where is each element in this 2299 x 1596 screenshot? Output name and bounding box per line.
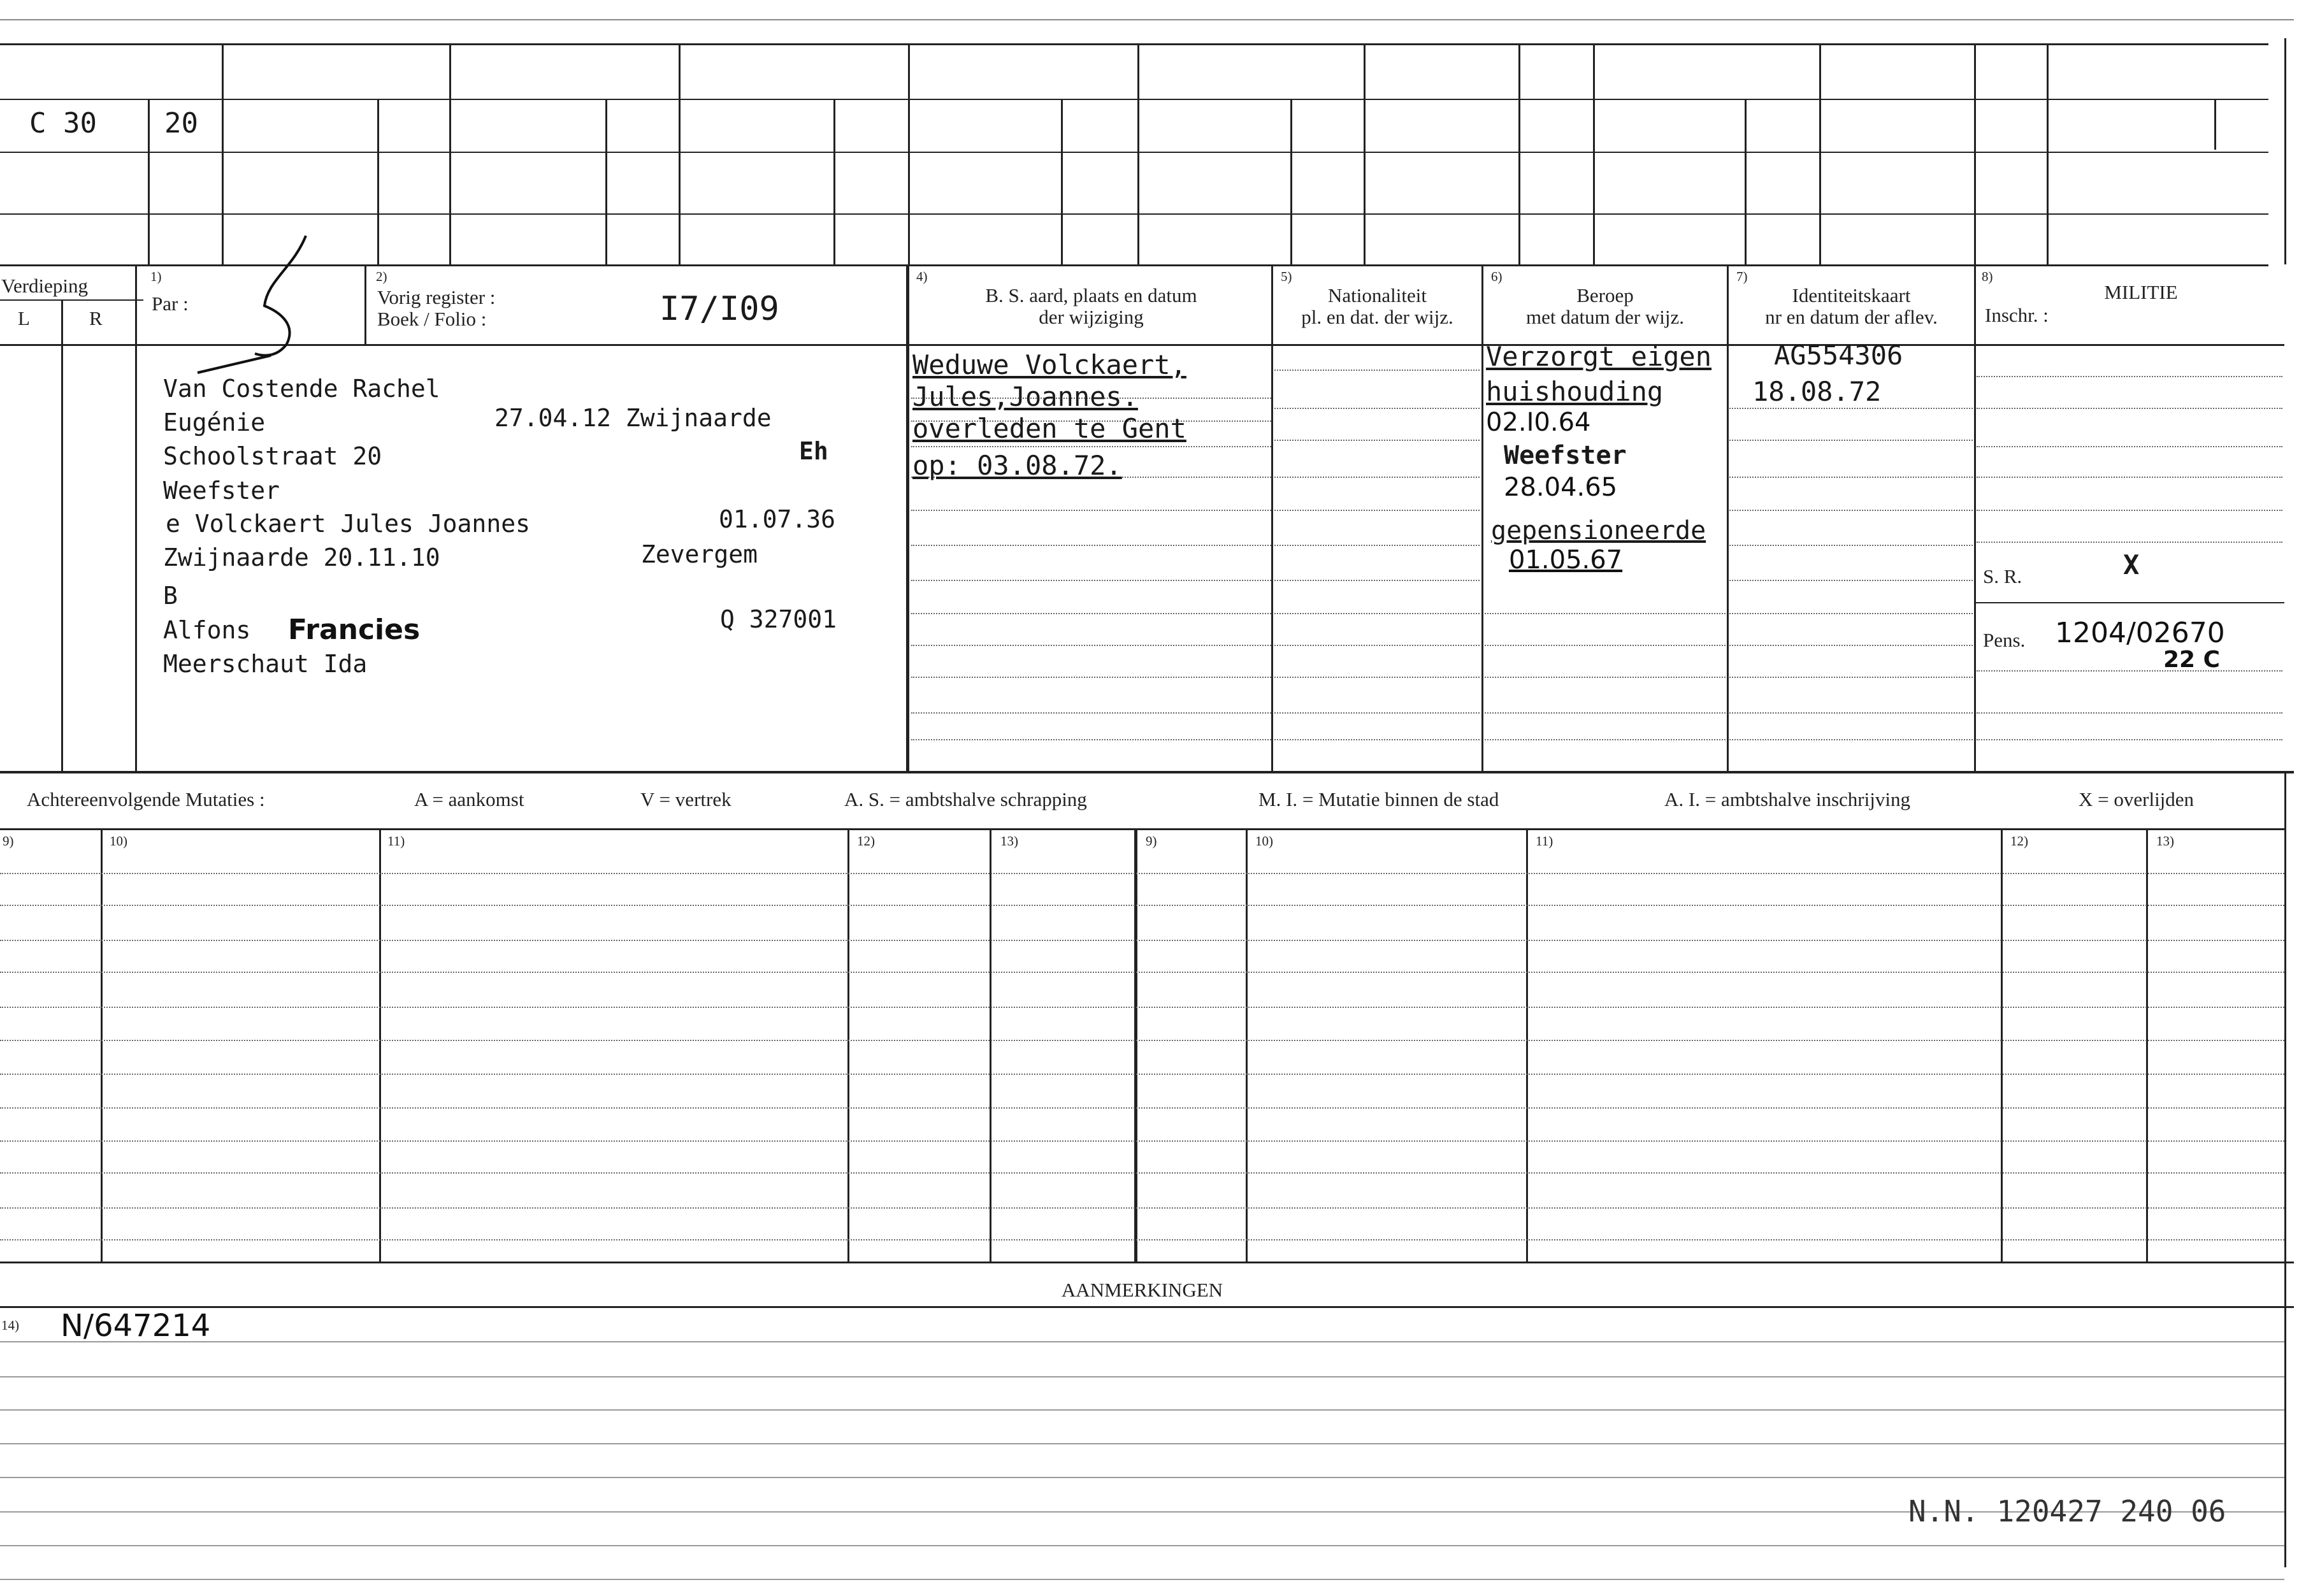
vorig-num: 2) [376, 269, 387, 284]
pens-extra: 22 C [2163, 647, 2221, 673]
nat-line1: Nationaliteit [1328, 284, 1427, 306]
beroep-num: 6) [1491, 269, 1503, 284]
person-birth: 27.04.12 Zwijnaarde [494, 404, 772, 432]
beroep-entry: Weefster [1504, 441, 1627, 470]
person-eh: Eh [799, 437, 828, 465]
person-occupation: Weefster [163, 477, 280, 505]
col-12: 12) [857, 833, 875, 849]
marriage-date: 01.07.36 [719, 505, 836, 533]
father-surname: Francies [288, 614, 421, 646]
col-12b: 12) [2010, 833, 2028, 849]
id-date: 18.08.72 [1752, 376, 1882, 407]
nn-number: N.N. 120427 240 06 [1908, 1494, 2226, 1528]
beroep-entry: Verzorgt eigen [1486, 341, 1712, 372]
nat-line2: pl. en dat. der wijz. [1301, 306, 1453, 328]
col-13: 13) [1000, 833, 1018, 849]
militie-num: 8) [1982, 269, 1993, 284]
par-handwritten-mark [191, 229, 319, 389]
bs-line1: B. S. aard, plaats en datum [985, 284, 1197, 306]
beroep-entry: gepensioneerde [1491, 516, 1706, 545]
identiteit-num: 7) [1736, 269, 1748, 284]
vorig-line1: Vorig register : [377, 286, 496, 308]
verdieping-label: Verdieping [1, 275, 89, 297]
par-label: Par : [152, 292, 189, 315]
beroep-line1: Beroep [1576, 284, 1634, 306]
legend-item: A = aankomst [414, 788, 524, 810]
col-9b: 9) [1146, 833, 1157, 849]
pens-value: 1204/02670 [2055, 617, 2225, 649]
bs-entry: Jules,Joannes. [912, 381, 1139, 412]
nat-num: 5) [1281, 269, 1292, 284]
q-number: Q 327001 [720, 605, 837, 633]
bs-entry: overleden te Gent [912, 413, 1186, 444]
beroep-entry: huishouding [1486, 376, 1664, 407]
legend-item: V = vertrek [640, 788, 732, 810]
col-11: 11) [387, 833, 405, 849]
verdieping-l: L [18, 307, 30, 329]
col-10b: 10) [1255, 833, 1273, 849]
mutaties-title: Achtereenvolgende Mutaties : [27, 788, 265, 810]
id-number: AG554306 [1774, 340, 1903, 371]
legend-item: A. S. = ambtshalve schrapping [844, 788, 1087, 810]
bs-line2: der wijziging [1039, 306, 1144, 328]
beroep-entry: 28.04.65 [1504, 473, 1618, 502]
legend-item: M. I. = Mutatie binnen de stad [1258, 788, 1499, 810]
bs-entry: Weduwe Volckaert, [912, 349, 1186, 380]
person-spouse: e Volckaert Jules Joannes [166, 510, 530, 538]
legend-item: X = overlijden [2079, 788, 2194, 810]
identiteit-line2: nr en datum der aflev. [1765, 306, 1938, 328]
mother-name: Meerschaut Ida [163, 650, 368, 678]
sr-value: X [2123, 549, 2140, 580]
col-9: 9) [3, 833, 14, 849]
sr-label: S. R. [1983, 565, 2022, 587]
person-b: B [163, 582, 178, 610]
person-name: Van Costende Rachel [163, 375, 440, 403]
militie-title: MILITIE [2104, 281, 2178, 303]
beroep-line2: met datum der wijz. [1526, 306, 1684, 328]
bs-entry: op: 03.08.72. [912, 450, 1122, 481]
col-10: 10) [110, 833, 127, 849]
legend-item: A. I. = ambtshalve inschrijving [1664, 788, 1910, 810]
vorig-line2: Boek / Folio : [377, 308, 487, 330]
person-firstname: Eugénie [163, 408, 266, 436]
aanmerkingen-title: AANMERKINGEN [1061, 1279, 1223, 1301]
spouse-birth: Zwijnaarde 20.11.10 [163, 543, 440, 572]
person-address: Schoolstraat 20 [163, 442, 382, 470]
father-name: Alfons [163, 616, 251, 644]
bs-num: 4) [916, 269, 928, 284]
beroep-entry: 02.I0.64 [1486, 408, 1591, 437]
aanmerkingen-value: N/647214 [61, 1308, 211, 1344]
par-num: 1) [150, 269, 162, 284]
register-number: 20 [164, 107, 198, 140]
identiteit-line1: Identiteitskaart [1792, 284, 1911, 306]
militie-inschr-label: Inschr. : [1985, 304, 2049, 326]
aanmerkingen-num: 14) [1, 1318, 19, 1333]
spouse-place: Zevergem [641, 540, 758, 568]
vorig-value: I7/I09 [659, 290, 779, 328]
pens-label: Pens. [1983, 629, 2026, 651]
beroep-entry: 01.05.67 [1509, 545, 1623, 575]
register-code: C 30 [29, 107, 97, 140]
verdieping-r: R [89, 307, 103, 329]
col-13b: 13) [2156, 833, 2174, 849]
col-11b: 11) [1536, 833, 1553, 849]
